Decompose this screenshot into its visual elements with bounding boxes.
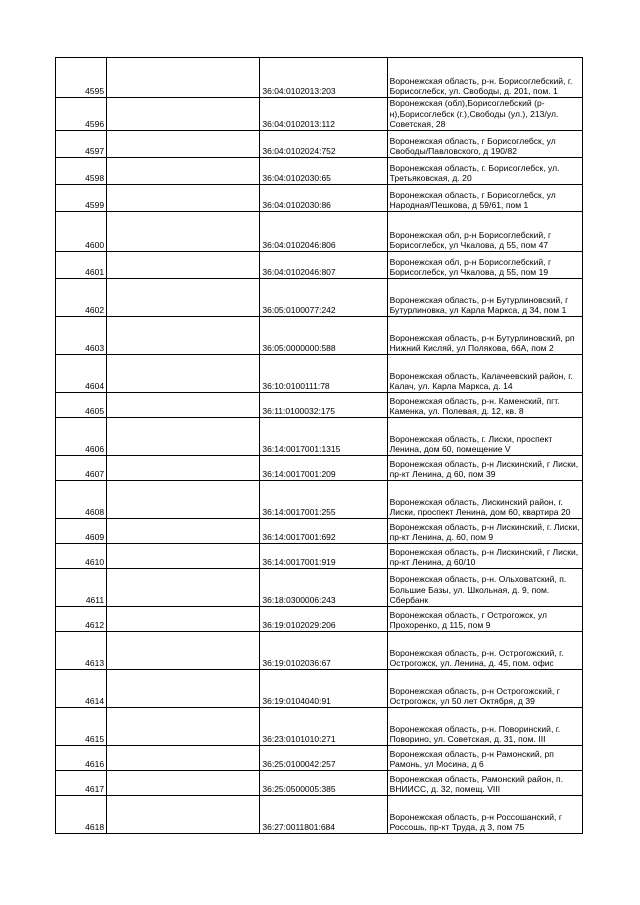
empty-cell: [107, 669, 260, 707]
empty-cell: [107, 543, 260, 568]
empty-cell: [107, 455, 260, 480]
table-row: [56, 745, 583, 770]
table-row: [56, 417, 583, 455]
row-number: 4606: [56, 417, 107, 455]
empty-cell: [107, 770, 260, 795]
address-cell: Воронежская область, р-н. Ольховатский, п. Большие Базы, ул. Школьная, д. 9, пом. Сбербанк: [387, 568, 582, 606]
cadastral-number: 36:27:0011801:684: [260, 795, 387, 833]
empty-cell: [107, 795, 260, 833]
address-cell: Воронежская область, г Острогожск, ул Прохоренко, д 115, пом 9: [387, 606, 582, 631]
empty-cell: [107, 392, 260, 417]
empty-cell: [107, 568, 260, 606]
address-cell: Воронежская область, р-н. Борисоглебский, г. Борисоглебск, ул. Свободы, д. 201, пом. 1: [387, 58, 582, 98]
row-number: 4607: [56, 455, 107, 480]
address-cell: Воронежская область, Рамонский район, п. ВНИИСС, д. 32, помещ. VIII: [387, 770, 582, 795]
row-number: 4598: [56, 157, 107, 184]
row-number: 4601: [56, 251, 107, 278]
table-row: [56, 130, 583, 157]
row-number: 4596: [56, 98, 107, 131]
row-number: 4611: [56, 568, 107, 606]
cadastral-number: 36:23:0101010:271: [260, 707, 387, 745]
cadastral-number: 36:11:0100032:175: [260, 392, 387, 417]
cadastral-number: 36:14:0017001:1315: [260, 417, 387, 455]
empty-cell: [107, 278, 260, 316]
empty-cell: [107, 184, 260, 211]
empty-cell: [107, 211, 260, 251]
address-cell: Воронежская обл, р-н Борисоглебский, г Борисоглебск, ул Чкалова, д 55, пом 19: [387, 251, 582, 278]
cadastral-number: 36:14:0017001:209: [260, 455, 387, 480]
table-row: [56, 480, 583, 518]
address-cell: Воронежская область, р-н. Поворинский, г. Поворино, ул. Советская, д. 31, пом. III: [387, 707, 582, 745]
table-row: [56, 316, 583, 354]
empty-cell: [107, 251, 260, 278]
empty-cell: [107, 631, 260, 669]
cadastral-number: 36:04:0102013:203: [260, 58, 387, 98]
address-cell: Воронежская область, р-н Бутурлиновский, г Бутурлиновка, ул Карла Маркса, д 34, пом 1: [387, 278, 582, 316]
table-row: [56, 354, 583, 392]
row-number: 4600: [56, 211, 107, 251]
table-row: [56, 251, 583, 278]
address-cell: Воронежская область, г. Лиски, проспект Ленина, дом 60, помещение V: [387, 417, 582, 455]
row-number: 4602: [56, 278, 107, 316]
row-number: 4618: [56, 795, 107, 833]
empty-cell: [107, 606, 260, 631]
empty-cell: [107, 157, 260, 184]
row-number: 4595: [56, 58, 107, 98]
table-row: [56, 770, 583, 795]
address-cell: Воронежская область, Калачеевский район, г. Калач, ул. Карла Маркса, д. 14: [387, 354, 582, 392]
table-row: [56, 184, 583, 211]
address-cell: Воронежская (обл),Борисоглебский (р-н),Борисоглебск (г.),Свободы (ул.), 213/ул. Советская, 28: [387, 98, 582, 131]
address-cell: Воронежская обл, р-н Борисоглебский, г Борисоглебск, ул Чкалова, д 55, пом 47: [387, 211, 582, 251]
row-number: 4597: [56, 130, 107, 157]
table-row: [56, 518, 583, 543]
empty-cell: [107, 518, 260, 543]
row-number: 4604: [56, 354, 107, 392]
cadastral-number: 36:04:0102013:112: [260, 98, 387, 131]
address-cell: Воронежская область, р-н Россошанский, г Россошь, пр-кт Труда, д 3, пом 75: [387, 795, 582, 833]
row-number: 4603: [56, 316, 107, 354]
cadastral-number: 36:14:0017001:919: [260, 543, 387, 568]
address-cell: Воронежская область, г Борисоглебск, ул Свободы/Павловского, д 190/82: [387, 130, 582, 157]
cadastral-number: 36:25:0100042:257: [260, 745, 387, 770]
table-row: [56, 98, 583, 131]
address-cell: Воронежская область, р-н Бутурлиновский, рп Нижний Кисляй, ул Полякова, 66А, пом 2: [387, 316, 582, 354]
address-cell: Воронежская область, р-н. Острогожский, г. Острогожск, ул. Ленина, д. 45, пом. офис: [387, 631, 582, 669]
address-cell: Воронежская область, г. Борисоглебск, ул. Третьяковская, д. 20: [387, 157, 582, 184]
table-row: [56, 392, 583, 417]
table-row: [56, 211, 583, 251]
row-number: 4599: [56, 184, 107, 211]
empty-cell: [107, 58, 260, 98]
row-number: 4614: [56, 669, 107, 707]
cadastral-number: 36:04:0102046:806: [260, 211, 387, 251]
table-row: [56, 631, 583, 669]
cadastral-number: 36:04:0102030:65: [260, 157, 387, 184]
empty-cell: [107, 707, 260, 745]
row-number: 4615: [56, 707, 107, 745]
empty-cell: [107, 354, 260, 392]
cadastral-number: 36:04:0102024:752: [260, 130, 387, 157]
empty-cell: [107, 316, 260, 354]
cadastral-number: 36:19:0104040:91: [260, 669, 387, 707]
cadastral-number: 36:05:0100077:242: [260, 278, 387, 316]
empty-cell: [107, 130, 260, 157]
empty-cell: [107, 480, 260, 518]
address-cell: Воронежская область, р-н. Каменский, пгт. Каменка, ул. Полевая, д. 12, кв. 8: [387, 392, 582, 417]
cadastral-number: 36:19:0102036:67: [260, 631, 387, 669]
row-number: 4605: [56, 392, 107, 417]
empty-cell: [107, 98, 260, 131]
cadastral-number: 36:19:0102029:206: [260, 606, 387, 631]
address-cell: Воронежская область, р-н Острогожский, г Острогожск, ул 50 лет Октября, д 39: [387, 669, 582, 707]
row-number: 4612: [56, 606, 107, 631]
address-cell: Воронежская область, р-н Лискинский, г Лиски, пр-кт Ленина, д 60/10: [387, 543, 582, 568]
cadastral-number: 36:14:0017001:692: [260, 518, 387, 543]
row-number: 4613: [56, 631, 107, 669]
table-row: [56, 157, 583, 184]
table-row: [56, 543, 583, 568]
table-row: [56, 568, 583, 606]
cadastral-number: 36:04:0102046:807: [260, 251, 387, 278]
cadastral-number: 36:05:0000000:588: [260, 316, 387, 354]
row-number: 4617: [56, 770, 107, 795]
address-cell: Воронежская область, р-н Рамонский, рп Рамонь, ул Мосина, д 6: [387, 745, 582, 770]
table-row: [56, 707, 583, 745]
cadastral-number: 36:25:0500005:385: [260, 770, 387, 795]
table-row: [56, 455, 583, 480]
registry-table: [55, 57, 583, 834]
address-cell: Воронежская область, р-н Лискинский, г. Лиски, пр-кт Ленина, д. 60, пом 9: [387, 518, 582, 543]
address-cell: Воронежская область, р-н Лискинский, г Лиски, пр-кт Ленина, д 60, пом 39: [387, 455, 582, 480]
row-number: 4610: [56, 543, 107, 568]
cadastral-number: 36:14:0017001:255: [260, 480, 387, 518]
cadastral-number: 36:10:0100111:78: [260, 354, 387, 392]
table-row: [56, 795, 583, 833]
cadastral-number: 36:18:0300006:243: [260, 568, 387, 606]
row-number: 4608: [56, 480, 107, 518]
table-row: [56, 58, 583, 98]
table-row: [56, 606, 583, 631]
row-number: 4616: [56, 745, 107, 770]
row-number: 4609: [56, 518, 107, 543]
address-cell: Воронежская область, Лискинский район, г. Лиски, проспект Ленина, дом 60, квартира 20: [387, 480, 582, 518]
table-row: [56, 278, 583, 316]
address-cell: Воронежская область, г Борисоглебск, ул Народная/Пешкова, д 59/61, пом 1: [387, 184, 582, 211]
cadastral-number: 36:04:0102030:86: [260, 184, 387, 211]
empty-cell: [107, 417, 260, 455]
table-row: [56, 669, 583, 707]
empty-cell: [107, 745, 260, 770]
registry-table-body: [56, 58, 583, 834]
